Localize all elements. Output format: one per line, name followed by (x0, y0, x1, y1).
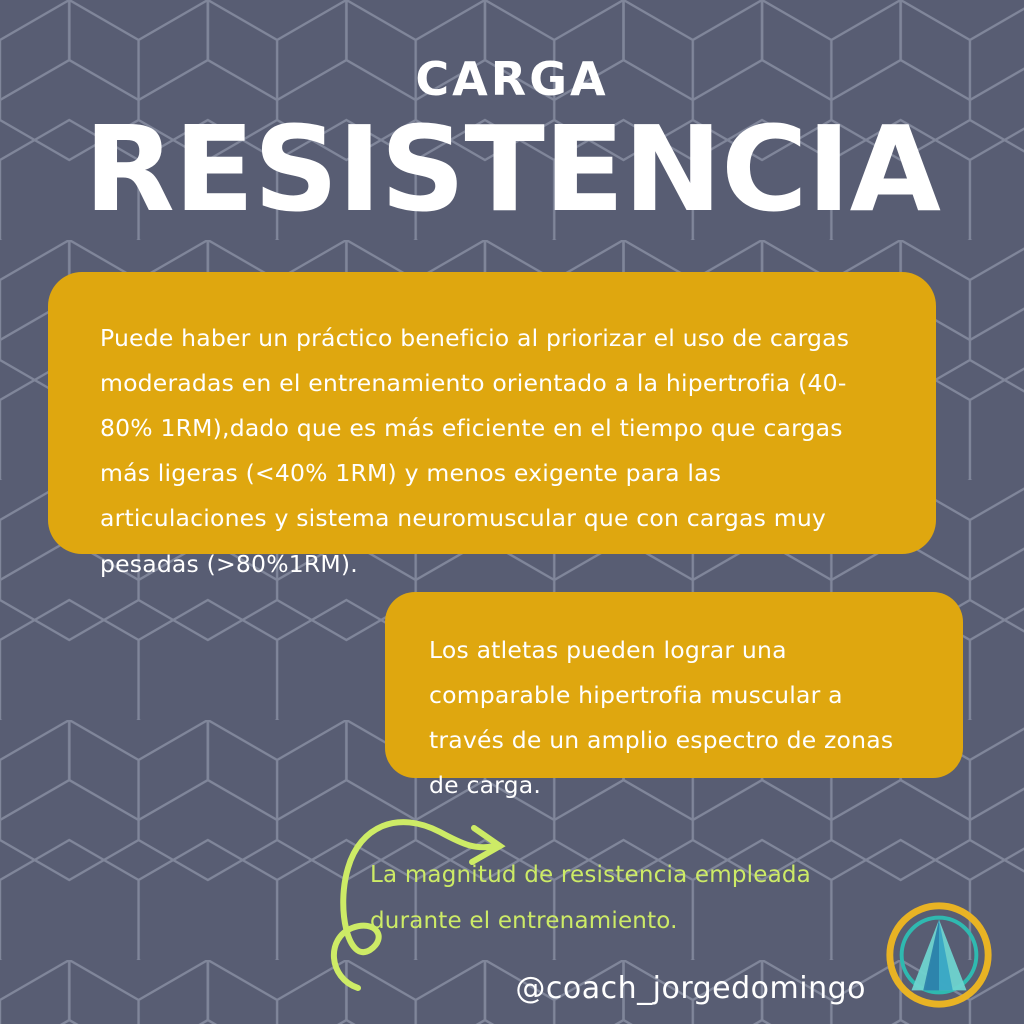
poster-kicker: CARGA (415, 52, 609, 106)
instagram-handle: @coach_jorgedomingo (515, 971, 866, 1006)
brand-logo-icon (880, 896, 998, 1014)
poster-headline: RESISTENCIA (83, 100, 941, 238)
info-card-athletes-text: Los atletas pueden lograr una comparable hipertrofia muscular a través de un amplio espectro de zonas de carga. (429, 636, 894, 800)
info-card-benefit (48, 272, 936, 578)
info-card-athletes (385, 592, 963, 800)
green-note-text: La magnitud de resistencia empleada durante el entrenamiento. (370, 862, 811, 934)
info-card-benefit-text: Puede haber un práctico beneficio al priorizar el uso de cargas moderadas en el entrenamiento orientado a la hipertrofia (40-80% 1RM),dado que es más eficiente en el tiempo que cargas más ligeras (<40% 1RM) y menos exigente para las articulaciones y sistema neuromuscular que con cargas muy pesadas (>80%1RM). (100, 324, 850, 578)
